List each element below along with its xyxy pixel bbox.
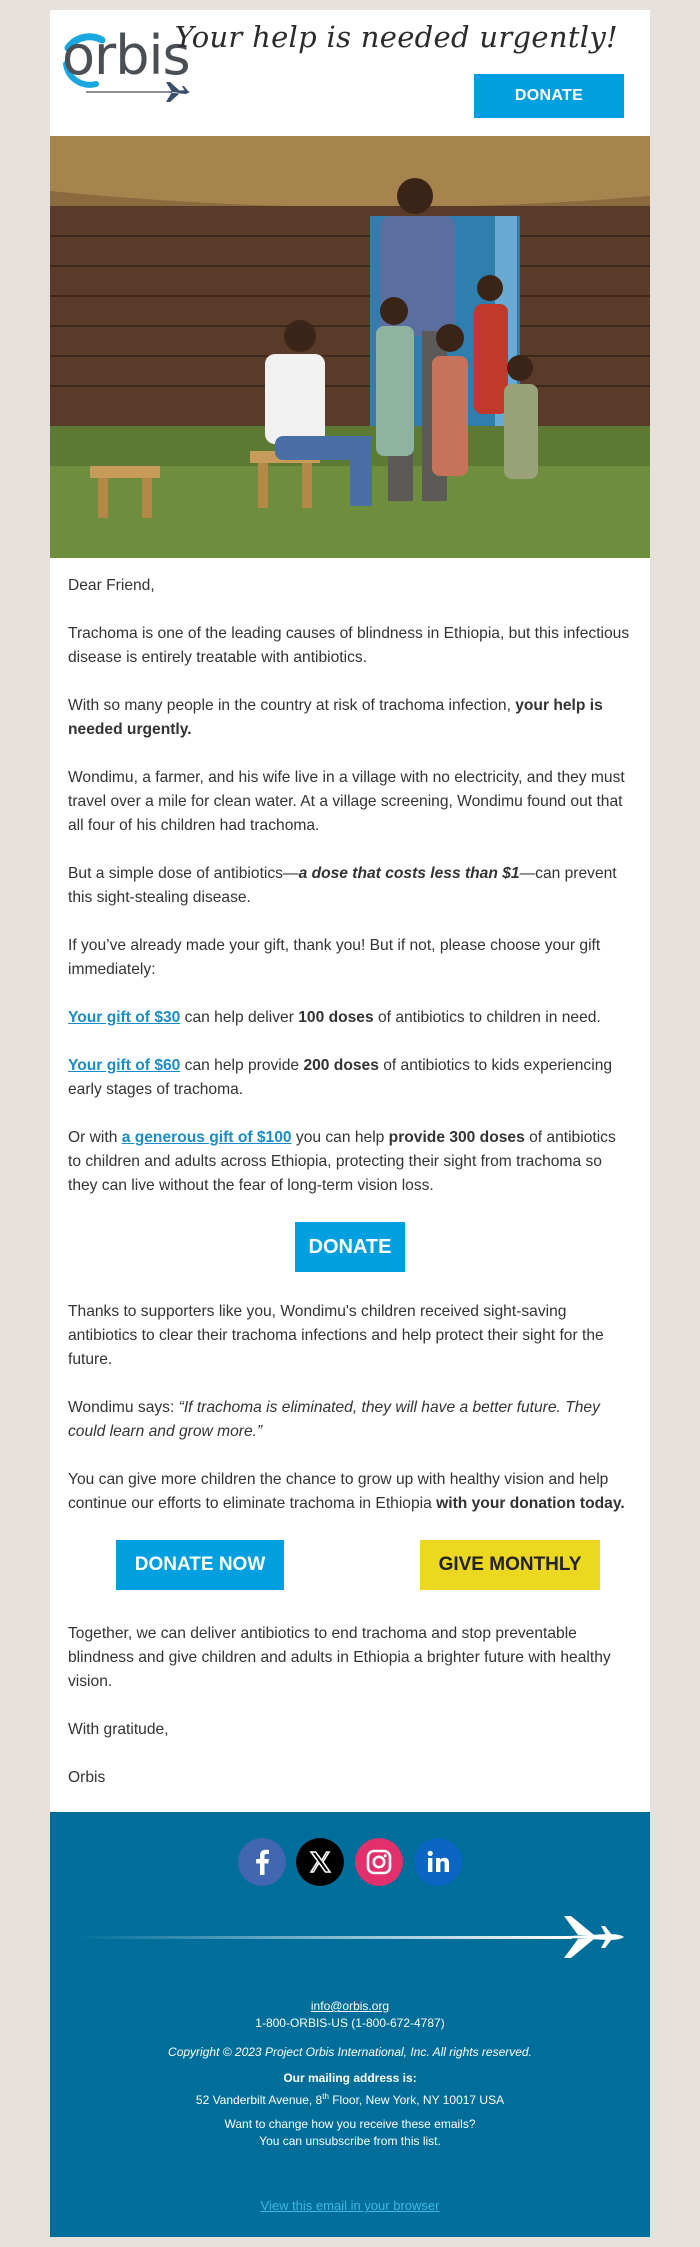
gift-option-100: Or with a generous gift of $100 you can help provide 300 doses of antibiotics to children and adults across Ethiopia, protecting their sight from trachoma so they can live without the fear of long-term vision loss. [68, 1129, 616, 1194]
paragraph-thanks: Thanks to supporters like you, Wondimu's children received sight-saving antibiotics to clear their trachoma infections and help protect their sight for the future. [68, 1303, 604, 1368]
footer-prefs-line-1: Want to change how you receive these emails? [224, 2117, 476, 2131]
gift-option-30: Your gift of $30 can help deliver 100 doses of antibiotics to children in need. [68, 1009, 601, 1026]
greeting: Dear Friend, [68, 577, 155, 594]
paragraph-story: Wondimu, a farmer, and his wife live in a village with no electricity, and they must travel over a mile for clean water. At a village screening, Wondimu found out that all four of his children had trachoma. [68, 769, 625, 834]
footer-phone: 1-800-ORBIS-US (1-800-672-4787) [255, 2016, 445, 2030]
paragraph-intro: Trachoma is one of the leading causes of blindness in Ethiopia, but this infectious disease is entirely treatable with antibiotics. [68, 625, 630, 666]
logo-wordmark: orbis [62, 24, 190, 87]
hero-photo [50, 136, 650, 558]
social-links [238, 1838, 462, 1888]
view-in-browser-link[interactable]: View this email in your browser [260, 2198, 440, 2213]
gift-60-link[interactable]: Your gift of $60 [68, 1057, 181, 1074]
footer-email-row [50, 1998, 650, 2014]
email-card [50, 10, 650, 1814]
gift-option-60: Your gift of $60 can help provide 200 doses of antibiotics to kids experiencing early stages of trachoma. [68, 1057, 613, 1098]
x-icon[interactable] [296, 1838, 344, 1886]
paragraph-urgency: With so many people in the country at risk of trachoma infection, your help is needed urgently. [68, 697, 603, 738]
footer-browser-row [50, 2198, 650, 2214]
paragraph-dose: But a simple dose of antibiotics—a dose that costs less than $1—can prevent this sight-stealing disease. [68, 865, 617, 906]
header-tagline: Your help is needed urgently! [174, 20, 618, 54]
footer-prefs-line-2: You can unsubscribe from this list. [259, 2134, 441, 2148]
gift-100-link[interactable]: a generous gift of $100 [121, 1129, 292, 1146]
footer-mailing-label: Our mailing address is: [283, 2071, 417, 2085]
footer-copyright: Copyright © 2023 Project Orbis International, Inc. All rights reserved. [168, 2045, 532, 2059]
mid-donate-button[interactable]: DONATE [295, 1222, 405, 1272]
instagram-icon[interactable] [355, 1838, 403, 1886]
header-donate-button[interactable]: DONATE [474, 74, 624, 118]
email-body [50, 558, 650, 1790]
closing: With gratitude, [68, 1721, 169, 1738]
paragraph-quote: Wondimu says: “If trachoma is eliminated, they will have a better future. They could learn and grow more.” [68, 1399, 600, 1440]
paragraph-cta: You can give more children the chance to grow up with healthy vision and help continue our efforts to eliminate trachoma in Ethiopia with your donation today. [68, 1471, 625, 1512]
footer-email-link[interactable]: info@orbis.org [310, 1999, 390, 2013]
linkedin-icon[interactable] [414, 1838, 462, 1886]
paragraph-ask: If you’ve already made your gift, thank you! But if not, please choose your gift immediately: [68, 937, 601, 978]
mid-donate-row [68, 1222, 632, 1300]
facebook-icon[interactable] [238, 1838, 286, 1886]
email-header [50, 10, 650, 136]
signature: Orbis [68, 1769, 106, 1786]
cta-button-row [68, 1540, 632, 1592]
footer-address: 52 Vanderbilt Avenue, 8th Floor, New York, NY 10017 USA [195, 2092, 505, 2107]
donate-now-button[interactable]: DONATE NOW [116, 1540, 284, 1590]
give-monthly-button[interactable]: GIVE MONTHLY [420, 1540, 600, 1590]
gift-30-link[interactable]: Your gift of $30 [68, 1009, 181, 1026]
paragraph-together: Together, we can deliver antibiotics to end trachoma and stop preventable blindness and give children and adults in Ethiopia a brighter future with healthy vision. [68, 1625, 611, 1690]
email-footer [50, 1812, 650, 2237]
plane-divider-icon [72, 1912, 628, 1962]
